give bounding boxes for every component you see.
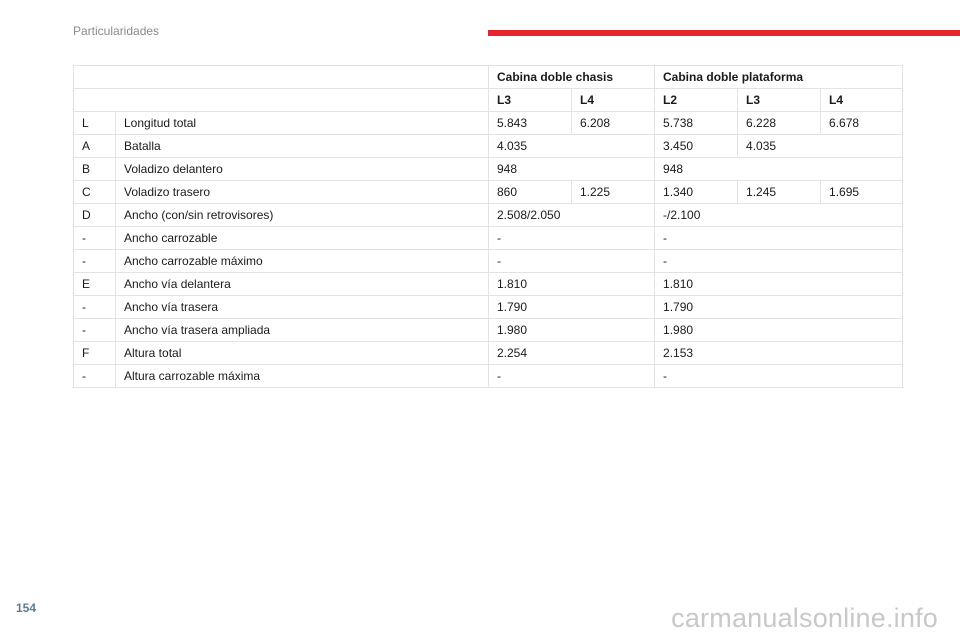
row-code: E: [74, 273, 116, 296]
value-cell: 5.738: [655, 112, 738, 135]
row-label: Ancho carrozable: [116, 227, 489, 250]
value-cell: -: [655, 227, 903, 250]
row-code: D: [74, 204, 116, 227]
value-cell: 1.245: [738, 181, 821, 204]
row-label: Altura total: [116, 342, 489, 365]
value-cell: 1.790: [655, 296, 903, 319]
table-row: [74, 158, 903, 181]
value-cell: -: [655, 250, 903, 273]
row-label: Ancho (con/sin retrovisores): [116, 204, 489, 227]
header-blank-cell: [74, 89, 489, 112]
row-label: Voladizo delantero: [116, 158, 489, 181]
subheader-plataforma-l2: L2: [655, 89, 738, 112]
table-row: [74, 365, 903, 388]
value-cell: 1.810: [489, 273, 655, 296]
watermark-text: carmanualsonline.info: [671, 603, 938, 633]
table-row: [74, 204, 903, 227]
value-cell: 1.980: [655, 319, 903, 342]
group-header-chasis: Cabina doble chasis: [489, 66, 655, 89]
value-cell: 4.035: [738, 135, 903, 158]
page-number: 154: [16, 601, 37, 615]
value-cell: 948: [655, 158, 903, 181]
row-label: Longitud total: [116, 112, 489, 135]
value-cell: 4.035: [489, 135, 655, 158]
value-cell: 860: [489, 181, 572, 204]
row-code: F: [74, 342, 116, 365]
value-cell: 1.340: [655, 181, 738, 204]
row-label: Ancho vía delantera: [116, 273, 489, 296]
table-row: [74, 296, 903, 319]
row-label: Ancho vía trasera ampliada: [116, 319, 489, 342]
table-row: [74, 250, 903, 273]
value-cell: 1.810: [655, 273, 903, 296]
value-cell: -: [489, 227, 655, 250]
row-code: C: [74, 181, 116, 204]
row-code: -: [74, 250, 116, 273]
value-cell: -: [655, 365, 903, 388]
subheader-plataforma-l4: L4: [821, 89, 903, 112]
value-cell: 1.790: [489, 296, 655, 319]
row-label: Altura carrozable máxima: [116, 365, 489, 388]
value-cell: -: [489, 250, 655, 273]
section-title: Particularidades: [73, 24, 160, 38]
row-code: L: [74, 112, 116, 135]
table-row: [74, 227, 903, 250]
row-label: Ancho vía trasera: [116, 296, 489, 319]
value-cell: 1.695: [821, 181, 903, 204]
table-row: [74, 181, 903, 204]
table-row: [74, 273, 903, 296]
value-cell: 2.153: [655, 342, 903, 365]
row-label: Batalla: [116, 135, 489, 158]
table-row: [74, 319, 903, 342]
table-row: [74, 112, 903, 135]
value-cell: 2.254: [489, 342, 655, 365]
row-code: -: [74, 365, 116, 388]
table-subheader-row: [74, 89, 903, 112]
row-label: Ancho carrozable máximo: [116, 250, 489, 273]
row-code: A: [74, 135, 116, 158]
value-cell: 6.208: [572, 112, 655, 135]
value-cell: 1.225: [572, 181, 655, 204]
table-group-header-row: [74, 66, 903, 89]
value-cell: 6.678: [821, 112, 903, 135]
value-cell: 5.843: [489, 112, 572, 135]
header-blank-cell: [74, 66, 489, 89]
table-row: [74, 342, 903, 365]
value-cell: 3.450: [655, 135, 738, 158]
subheader-plataforma-l3: L3: [738, 89, 821, 112]
row-label: Voladizo trasero: [116, 181, 489, 204]
value-cell: 2.508/2.050: [489, 204, 655, 227]
row-code: -: [74, 319, 116, 342]
value-cell: 6.228: [738, 112, 821, 135]
subheader-chasis-l3: L3: [489, 89, 572, 112]
row-code: -: [74, 296, 116, 319]
section-accent-bar: [488, 30, 960, 36]
value-cell: 1.980: [489, 319, 655, 342]
dimensions-table: [73, 65, 903, 388]
value-cell: -/2.100: [655, 204, 903, 227]
row-code: B: [74, 158, 116, 181]
row-code: -: [74, 227, 116, 250]
table-row: [74, 135, 903, 158]
subheader-chasis-l4: L4: [572, 89, 655, 112]
value-cell: -: [489, 365, 655, 388]
value-cell: 948: [489, 158, 655, 181]
group-header-plataforma: Cabina doble plataforma: [655, 66, 903, 89]
